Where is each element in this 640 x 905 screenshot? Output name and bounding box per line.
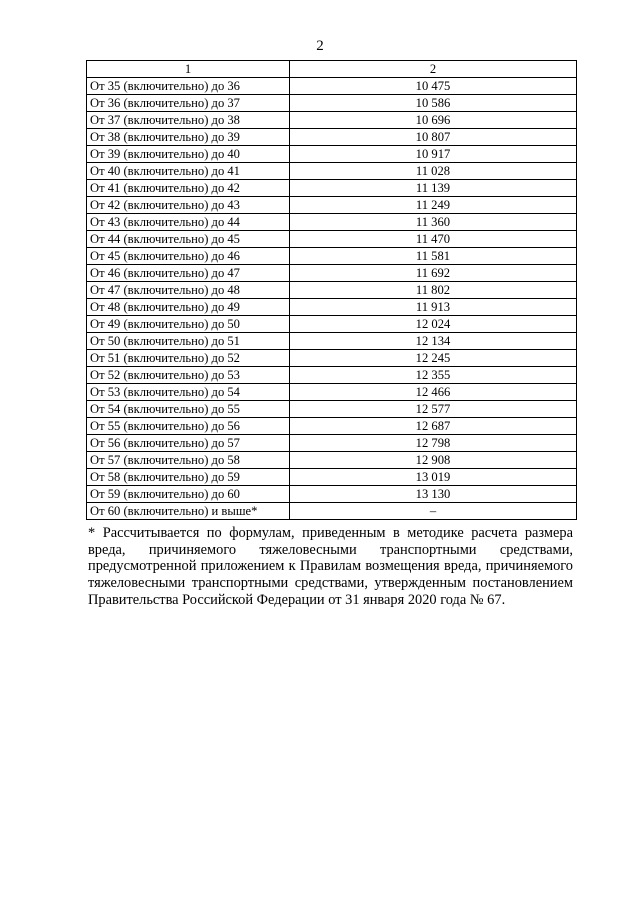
range-cell: От 58 (включительно) до 59 bbox=[87, 469, 290, 486]
amount-cell: 10 586 bbox=[290, 95, 577, 112]
table-row bbox=[87, 282, 577, 299]
table-row bbox=[87, 418, 577, 435]
amount-cell: 10 475 bbox=[290, 78, 577, 95]
range-cell: От 35 (включительно) до 36 bbox=[87, 78, 290, 95]
table-row bbox=[87, 163, 577, 180]
table-row bbox=[87, 214, 577, 231]
amount-cell: – bbox=[290, 503, 577, 520]
range-cell: От 45 (включительно) до 46 bbox=[87, 248, 290, 265]
amount-cell: 11 360 bbox=[290, 214, 577, 231]
amount-cell: 12 024 bbox=[290, 316, 577, 333]
table-row bbox=[87, 401, 577, 418]
table-header-row bbox=[87, 61, 577, 78]
amount-cell: 12 798 bbox=[290, 435, 577, 452]
amount-cell: 12 687 bbox=[290, 418, 577, 435]
table-row bbox=[87, 197, 577, 214]
table-row bbox=[87, 486, 577, 503]
amount-cell: 11 249 bbox=[290, 197, 577, 214]
table-row bbox=[87, 78, 577, 95]
amount-cell: 13 019 bbox=[290, 469, 577, 486]
amount-cell: 12 466 bbox=[290, 384, 577, 401]
range-cell: От 59 (включительно) до 60 bbox=[87, 486, 290, 503]
amount-cell: 10 696 bbox=[290, 112, 577, 129]
table-row bbox=[87, 299, 577, 316]
table-row bbox=[87, 503, 577, 520]
table-row bbox=[87, 452, 577, 469]
amount-cell: 11 581 bbox=[290, 248, 577, 265]
rate-table bbox=[86, 60, 577, 520]
amount-cell: 12 577 bbox=[290, 401, 577, 418]
page-number: 2 bbox=[316, 38, 324, 54]
column-header-2: 2 bbox=[290, 61, 577, 78]
amount-cell: 11 470 bbox=[290, 231, 577, 248]
table-row bbox=[87, 146, 577, 163]
amount-cell: 13 130 bbox=[290, 486, 577, 503]
amount-cell: 12 355 bbox=[290, 367, 577, 384]
amount-cell: 12 908 bbox=[290, 452, 577, 469]
rate-table-body bbox=[87, 61, 577, 520]
amount-cell: 12 245 bbox=[290, 350, 577, 367]
column-header-1: 1 bbox=[87, 61, 290, 78]
amount-cell: 12 134 bbox=[290, 333, 577, 350]
range-cell: От 40 (включительно) до 41 bbox=[87, 163, 290, 180]
range-cell: От 57 (включительно) до 58 bbox=[87, 452, 290, 469]
amount-cell: 11 139 bbox=[290, 180, 577, 197]
amount-cell: 10 807 bbox=[290, 129, 577, 146]
range-cell: От 52 (включительно) до 53 bbox=[87, 367, 290, 384]
range-cell: От 39 (включительно) до 40 bbox=[87, 146, 290, 163]
range-cell: От 46 (включительно) до 47 bbox=[87, 265, 290, 282]
range-cell: От 49 (включительно) до 50 bbox=[87, 316, 290, 333]
table-row bbox=[87, 231, 577, 248]
table-row bbox=[87, 180, 577, 197]
table-row bbox=[87, 248, 577, 265]
amount-cell: 11 913 bbox=[290, 299, 577, 316]
range-cell: От 51 (включительно) до 52 bbox=[87, 350, 290, 367]
range-cell: От 42 (включительно) до 43 bbox=[87, 197, 290, 214]
table-row bbox=[87, 95, 577, 112]
range-cell: От 43 (включительно) до 44 bbox=[87, 214, 290, 231]
table-row bbox=[87, 316, 577, 333]
range-cell: От 54 (включительно) до 55 bbox=[87, 401, 290, 418]
table-row bbox=[87, 469, 577, 486]
range-cell: От 55 (включительно) до 56 bbox=[87, 418, 290, 435]
range-cell: От 37 (включительно) до 38 bbox=[87, 112, 290, 129]
table-row bbox=[87, 265, 577, 282]
range-cell: От 44 (включительно) до 45 bbox=[87, 231, 290, 248]
table-row bbox=[87, 367, 577, 384]
table-row bbox=[87, 112, 577, 129]
range-cell: От 47 (включительно) до 48 bbox=[87, 282, 290, 299]
amount-cell: 11 028 bbox=[290, 163, 577, 180]
amount-cell: 11 802 bbox=[290, 282, 577, 299]
range-cell: От 53 (включительно) до 54 bbox=[87, 384, 290, 401]
table-row bbox=[87, 333, 577, 350]
range-cell: От 36 (включительно) до 37 bbox=[87, 95, 290, 112]
amount-cell: 11 692 bbox=[290, 265, 577, 282]
range-cell: От 48 (включительно) до 49 bbox=[87, 299, 290, 316]
range-cell: От 38 (включительно) до 39 bbox=[87, 129, 290, 146]
table-row bbox=[87, 129, 577, 146]
range-cell: От 60 (включительно) и выше* bbox=[87, 503, 290, 520]
table-row bbox=[87, 384, 577, 401]
range-cell: От 41 (включительно) до 42 bbox=[87, 180, 290, 197]
table-row bbox=[87, 435, 577, 452]
amount-cell: 10 917 bbox=[290, 146, 577, 163]
range-cell: От 50 (включительно) до 51 bbox=[87, 333, 290, 350]
table-row bbox=[87, 350, 577, 367]
footnote: * Рассчитывается по формулам, приведенным в методике расчета размера вреда, причиняемого тяжеловесными транспортными средствами, предусмотренной приложением к Правилам возмещения вреда, причиняемого тяжеловесными транспортными средствами, утвержденным постановлением Правительства Российской Федерации от 31 января 2020 года № 67. bbox=[88, 525, 573, 608]
range-cell: От 56 (включительно) до 57 bbox=[87, 435, 290, 452]
